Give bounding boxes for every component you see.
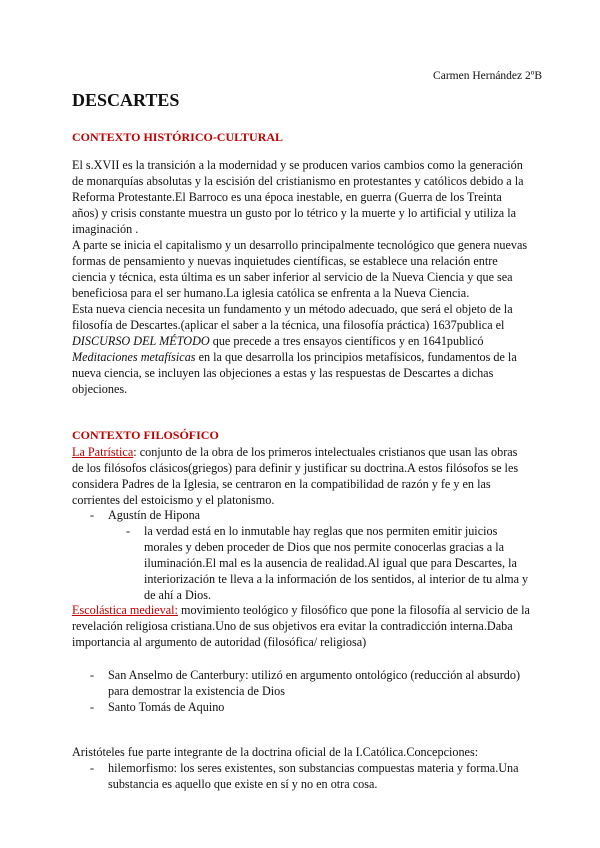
paragraph-patristica [72,444,530,508]
escolastica-text: movimiento teológico y filosófico que pone la filosofía al servicio de la revelación religiosa cristiana.Uno de sus objetivos era evitar la contradicción interna.Daba importancia al argumento de autoridad (filosófica/ religiosa) [72,603,530,649]
p3-part-c: que precede a tres ensayos científicos y en 1641publicó [209,334,484,348]
list-item: - San Anselmo de Canterbury: utilizó en argumento ontológico (reducción al absurdo) para demostrar la existencia de Dios [72,667,532,699]
paragraph-aristoteles: Aristóteles fue parte integrante de la doctrina oficial de la I.Católica.Concepciones: [72,745,479,759]
paragraph-escolastica [72,602,530,650]
list-item: - Agustín de Hipona [72,507,532,523]
agustin-sub-item: la verdad está en lo inmutable hay reglas que nos permiten emitir juicios morales y deben proceder de Dios que nos permite conocerlas gracias a la iluminación.El mal es la ausencia de realidad.Al igual que para Descartes, la interiorización te lleva a la información de los sentidos, al interior de tu alma y de ahí a Dios. [144,524,529,602]
patristica-list [72,507,532,523]
paragraph-historical-1: El s.XVII es la transición a la modernidad y se producen varios cambios como la generación de monarquías absolutas y la escisión del cristianismo en protestantes y católicos debido a la Reforma Protestante.El Barroco es una época inestable, en guerra (Guerra de los Treinta años) y crisis constante muestra un gusto por lo tétrico y la muerte y lo artificial y utiliza la imaginación . [72,158,524,236]
patristica-term: La Patrística [72,445,134,459]
paragraph-historical-3 [72,301,530,397]
sub-list-dash: - [126,524,131,538]
list-item: - hilemorfismo: los seres existentes, son substancias compuestas materia y forma.Una substancia es aquello que existe en sí y no en otra cosa. [72,760,532,792]
list-item: - Santo Tomás de Aquino [72,699,532,715]
meditaciones-title: Meditaciones metafísicas [72,350,196,364]
author-line: Carmen Hernández 2ºB [433,70,542,82]
p3-part-e: en la que desarrolla los principios metafísicos, fundamentos de la nueva ciencia, se incluyen las objeciones a estas y las respuestas de Descartes a dichas objeciones. [72,350,517,396]
heading-philosophical: CONTEXTO FILOSÓFICO [72,428,219,442]
heading-historical: CONTEXTO HISTÓRICO-CULTURAL [72,130,284,144]
patristica-text: : conjunto de la obra de los primeros intelectuales cristianos que usan las obras de los filósofos clásicos(griegos) para definir y justificar su doctrina.A estos filósofos se les considera Padres de la Iglesia, se centraron en la compatibilidad de razón y fe y en las corrientes del estoicismo y el platonismo. [72,445,519,507]
escolastica-list [72,667,532,715]
aristoteles-list [72,760,532,792]
document-title: DESCARTES [72,90,180,110]
discurso-title: DISCURSO DEL MÉTODO [72,334,210,348]
escolastica-term: Escolástica medieval: [72,603,178,617]
p3-part-a: Esta nueva ciencia necesita un fundamento y un método adecuado, que será el objeto de la filosofía de Descartes.(aplicar el saber a la técnica, una filosofía práctica) 1637publica el [72,302,513,332]
paragraph-historical-2: A parte se inicia el capitalismo y un desarrollo principalmente tecnológico que genera nuevas formas de pensamiento y nuevas inquietudes científicas, se establece una relación entre ciencia y técnica, esta última es un saber inferior al servicio de la Nueva Ciencia y que sea beneficiosa para el ser humano.La iglesia católica se enfrenta a la Nueva Ciencia. [72,238,528,300]
